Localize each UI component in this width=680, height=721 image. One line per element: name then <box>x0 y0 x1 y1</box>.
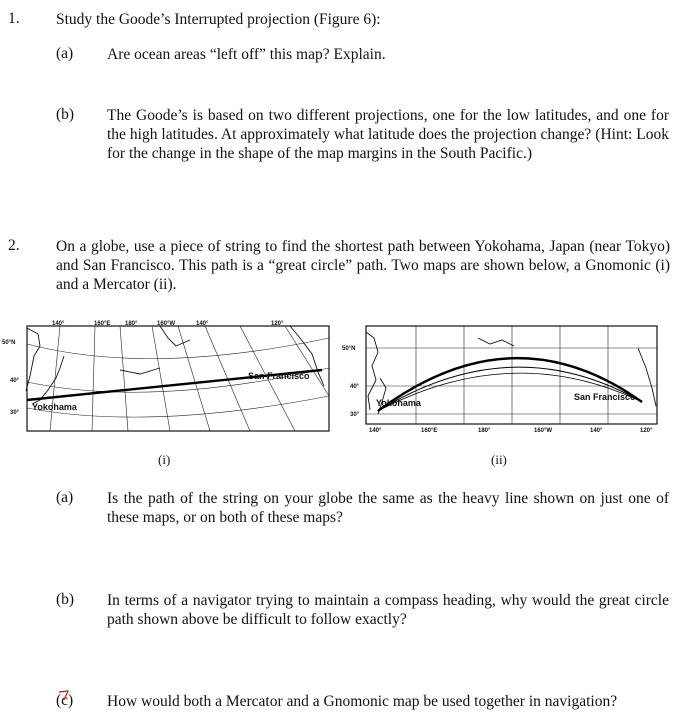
gnomonic-city-yokohama: Yokohama <box>32 402 77 412</box>
q2c-text: How would both a Mercator and a Gnomonic map be used together in navigation? <box>107 693 618 710</box>
mercator-map-frame <box>366 326 657 424</box>
mercator-tick-1: 160°E <box>421 428 438 434</box>
gnomonic-tick-5: 120° <box>271 321 284 327</box>
mercator-tick-2: 180° <box>478 428 491 434</box>
gnomonic-coastlines <box>26 326 324 404</box>
q1a-label: (a) <box>56 45 74 62</box>
mercator-lat-50: 50°N <box>342 346 356 352</box>
mercator-city-san-francisco: San Francisco <box>574 392 636 402</box>
q2b-label: (b) <box>56 591 75 608</box>
q2b-text: In terms of a navigator trying to maintain a compass heading, why would the great circle path shown above be difficult to follow exactly? <box>107 592 669 628</box>
q1b-label: (b) <box>56 106 75 123</box>
gnomonic-tick-1: 160°E <box>94 321 111 327</box>
q2c-label: (c) <box>56 692 74 709</box>
q2-stem: On a globe, use a piece of string to find the shortest path between Yokohama, Japan (near Tokyo) and San Francisco. This path is a “great circle” path. Two maps are shown below, a Gnomonic (i) and a Mercator (ii). <box>56 238 670 293</box>
mercator-tick-4: 140° <box>590 428 603 434</box>
gnomonic-lat-30: 30° <box>10 410 20 416</box>
gnomonic-tick-2: 180° <box>125 321 138 327</box>
mercator-tick-0: 140° <box>369 428 382 434</box>
mercator-city-yokohama: Yokohama <box>376 398 421 408</box>
mercator-map <box>338 318 668 438</box>
mercator-graticule <box>366 326 657 424</box>
q2-number: 2. <box>8 237 20 254</box>
red-pen-mark-icon <box>56 689 72 701</box>
q1-stem: Study the Goode’s Interrupted projection (Figure 6): <box>56 11 381 28</box>
gnomonic-tick-0: 140° <box>52 321 65 327</box>
q1-number: 1. <box>8 10 20 27</box>
gnomonic-tick-3: 160°W <box>157 321 176 327</box>
q2a-label: (a) <box>56 489 74 506</box>
q1a-text: Are ocean areas “left off” this map? Explain. <box>107 46 386 63</box>
gnomonic-city-san-francisco: San Francisco <box>248 371 310 381</box>
gnomonic-lat-40: 40° <box>10 378 20 384</box>
q1b-text: The Goode’s is based on two different projections, one for the low latitudes, and one for the high latitudes. At approximately what latitude does the projection change? (Hint: Look for the change in the shape of the map margins in the South Pacific.) <box>107 107 669 162</box>
gnomonic-tick-4: 140° <box>196 321 209 327</box>
mercator-caption: (ii) <box>491 452 507 467</box>
gnomonic-map <box>0 316 340 442</box>
mercator-tick-5: 120° <box>640 428 653 434</box>
gnomonic-caption: (i) <box>158 452 171 467</box>
mercator-tick-3: 160°W <box>534 428 553 434</box>
mercator-lat-40: 40° <box>350 384 360 390</box>
gnomonic-lat-50: 50°N <box>2 340 16 346</box>
q2a-text: Is the path of the string on your globe the same as the heavy line shown on just one of these maps, or on both of these maps? <box>107 490 669 526</box>
mercator-lat-30: 30° <box>350 412 360 418</box>
